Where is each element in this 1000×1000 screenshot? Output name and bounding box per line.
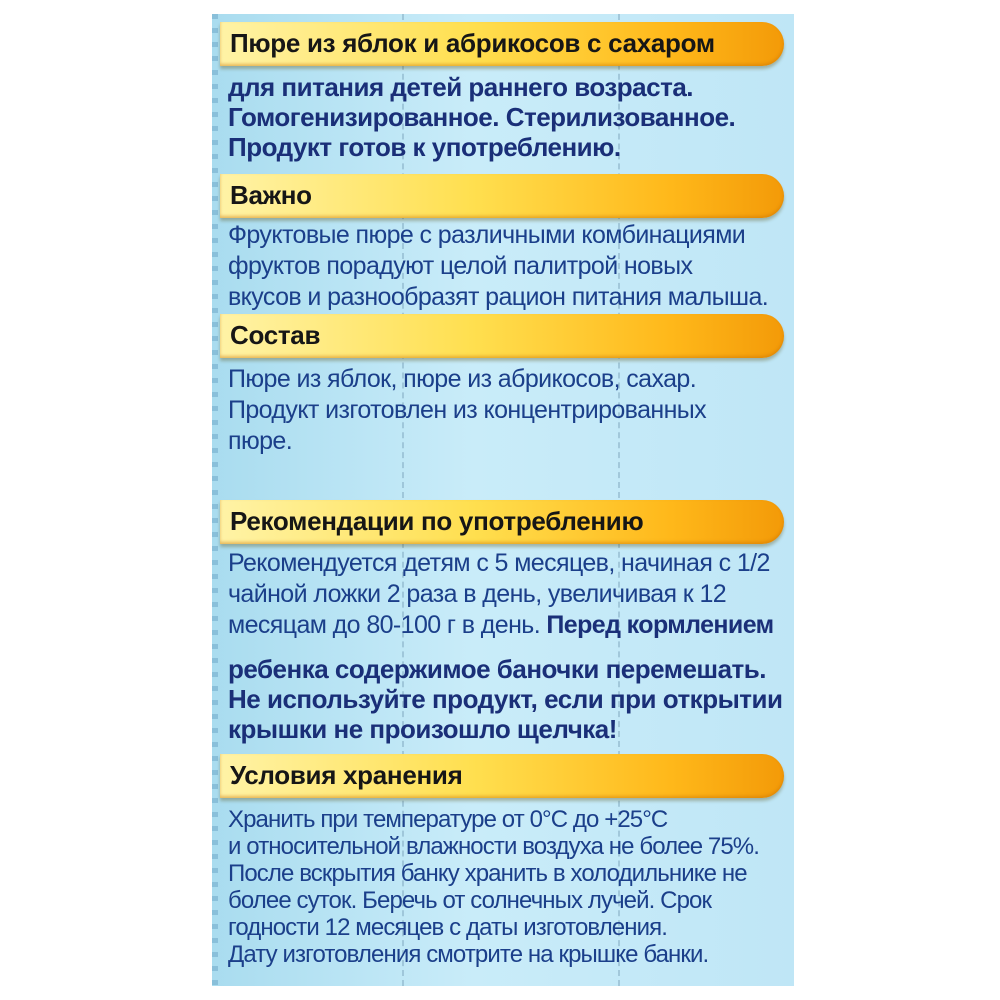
storage-line: После вскрытия банку хранить в холодильнике не bbox=[228, 860, 747, 887]
important-line: фруктов порадуют целой палитрой новых bbox=[228, 252, 693, 280]
recommendations-warning bbox=[228, 654, 788, 744]
important-title: Важно bbox=[230, 179, 312, 210]
warning-line: ребенка содержимое баночки перемешать. bbox=[228, 654, 766, 684]
panel-edge-dots bbox=[212, 14, 218, 986]
intro-text bbox=[228, 72, 788, 162]
intro-line: для питания детей раннего возраста. bbox=[228, 72, 694, 102]
intro-line: Продукт готов к употреблению. bbox=[228, 132, 621, 162]
important-header bbox=[220, 174, 784, 218]
recommendations-plain-part: месяцам до 80-100 г в день. bbox=[228, 611, 547, 639]
recommendations-bold-part: Перед кормлением bbox=[546, 611, 774, 639]
recommendations-line bbox=[228, 610, 788, 641]
composition-title: Состав bbox=[230, 319, 321, 350]
recommendations-line: чайной ложки 2 раза в день, увеличивая к 12 bbox=[228, 580, 727, 608]
composition-line: Пюре из яблок, пюре из абрикосов, сахар. bbox=[228, 365, 697, 393]
storage-line: более суток. Беречь от солнечных лучей. Срок bbox=[228, 887, 712, 914]
storage-line: Хранить при температуре от 0°С до +25°С bbox=[228, 806, 668, 833]
storage-header bbox=[220, 754, 784, 798]
recommendations-header bbox=[220, 500, 784, 544]
intro-line: Гомогенизированное. Стерилизованное. bbox=[228, 102, 736, 132]
warning-line: Не используйте продукт, если при открытии bbox=[228, 684, 783, 714]
storage-line: и относительной влажности воздуха не более 75%. bbox=[228, 833, 760, 860]
storage-title: Условия хранения bbox=[230, 759, 463, 790]
important-line: Фруктовые пюре с различными комбинациями bbox=[228, 221, 746, 249]
storage-text bbox=[228, 806, 788, 968]
product-title-bar bbox=[220, 22, 784, 66]
warning-line: крышки не произошло щелчка! bbox=[228, 714, 617, 744]
important-line: вкусов и разнообразят рацион питания малыша. bbox=[228, 283, 769, 311]
important-text bbox=[228, 220, 788, 313]
composition-text bbox=[228, 364, 788, 457]
recommendations-line: Рекомендуется детям с 5 месяцев, начиная с 1/2 bbox=[228, 549, 770, 577]
composition-header bbox=[220, 314, 784, 358]
recommendations-title: Рекомендации по употреблению bbox=[230, 505, 644, 536]
composition-line: Продукт изготовлен из концентрированных bbox=[228, 396, 707, 424]
recommendations-text bbox=[228, 548, 788, 641]
storage-line: годности 12 месяцев с даты изготовления. bbox=[228, 914, 667, 941]
product-info-panel bbox=[212, 14, 794, 986]
composition-line: пюре. bbox=[228, 427, 293, 455]
storage-line: Дату изготовления смотрите на крышке банки. bbox=[228, 941, 709, 968]
product-title: Пюре из яблок и абрикосов с сахаром bbox=[230, 27, 715, 58]
